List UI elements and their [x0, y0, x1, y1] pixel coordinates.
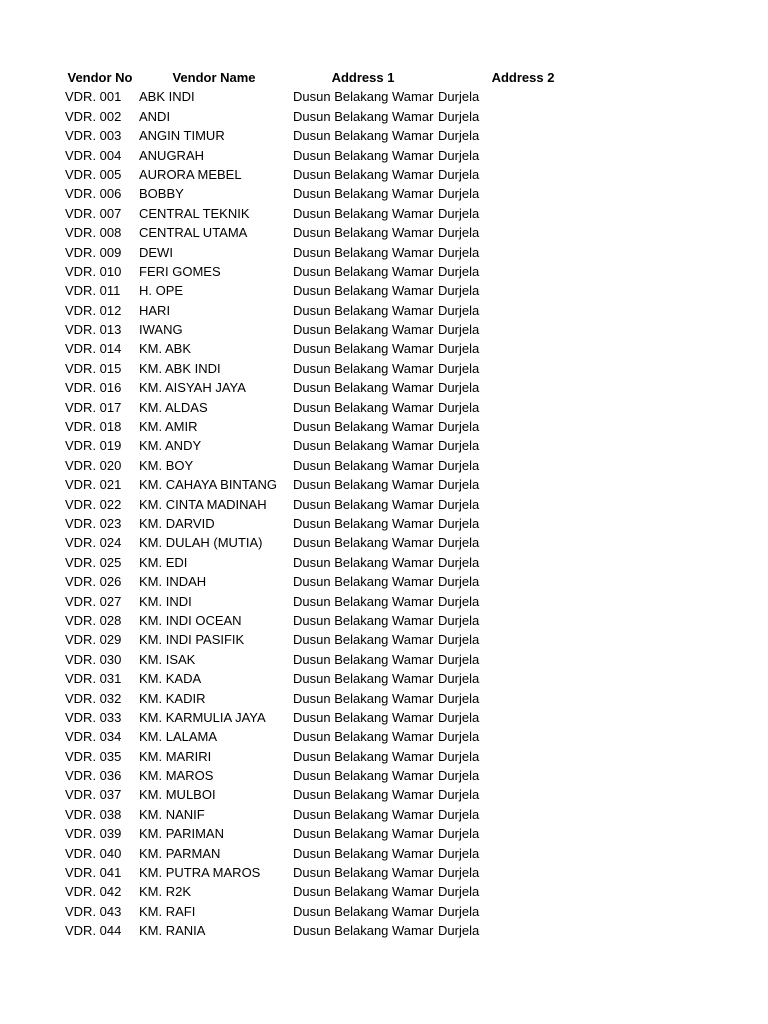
table-row: [0, 902, 768, 921]
vendor-name-cell: HARI: [139, 302, 171, 318]
vendor-name-cell: KM. INDI PASIFIK: [139, 632, 245, 648]
table-row: [0, 514, 768, 533]
address-2-cell: Durjela: [438, 671, 480, 687]
table-row: [0, 281, 768, 300]
address-1-cell: Dusun Belakang Wamar: [293, 496, 434, 512]
address-2-cell: Durjela: [438, 399, 480, 415]
vendor-name-cell: AURORA MEBEL: [139, 166, 242, 182]
vendor-name-cell: ANDI: [139, 108, 171, 124]
address-1-cell: Dusun Belakang Wamar: [293, 360, 434, 376]
vendor-name-cell: KM. DARVID: [139, 515, 215, 531]
address-1-cell: Dusun Belakang Wamar: [293, 632, 434, 648]
address-1-cell: Dusun Belakang Wamar: [293, 399, 434, 415]
vendor-name-cell: KM. PUTRA MAROS: [139, 865, 261, 881]
header-address-2: Address 2: [491, 70, 555, 85]
address-1-cell: Dusun Belakang Wamar: [293, 244, 434, 260]
address-1-cell: Dusun Belakang Wamar: [293, 225, 434, 241]
address-1-cell: Dusun Belakang Wamar: [293, 690, 434, 706]
vendor-name-cell: KM. ABK INDI: [139, 360, 221, 376]
address-1-cell: Dusun Belakang Wamar: [293, 612, 434, 628]
vendor-name-cell: KM. AMIR: [139, 419, 198, 435]
vendor-name-cell: CENTRAL TEKNIK: [139, 205, 250, 221]
table-row: [0, 339, 768, 358]
vendor-no-cell: VDR. 008: [65, 225, 122, 241]
address-2-cell: Durjela: [438, 690, 480, 706]
address-2-cell: Durjela: [438, 496, 480, 512]
table-row: [0, 359, 768, 378]
address-1-cell: Dusun Belakang Wamar: [293, 186, 434, 202]
vendor-no-cell: VDR. 015: [65, 360, 122, 376]
address-1-cell: Dusun Belakang Wamar: [293, 263, 434, 279]
address-2-cell: Durjela: [438, 302, 480, 318]
address-1-cell: Dusun Belakang Wamar: [293, 554, 434, 570]
address-2-cell: Durjela: [438, 903, 480, 919]
address-1-cell: Dusun Belakang Wamar: [293, 322, 434, 338]
address-2-cell: Durjela: [438, 806, 480, 822]
table-row: [0, 204, 768, 223]
vendor-no-cell: VDR. 041: [65, 865, 122, 881]
vendor-no-cell: VDR. 033: [65, 709, 122, 725]
vendor-no-cell: VDR. 022: [65, 496, 122, 512]
address-1-cell: Dusun Belakang Wamar: [293, 515, 434, 531]
vendor-name-cell: KM. INDAH: [139, 574, 207, 590]
vendor-no-cell: VDR. 002: [65, 108, 122, 124]
address-2-cell: Durjela: [438, 205, 480, 221]
vendor-name-cell: KM. R2K: [139, 884, 192, 900]
table-row: [0, 882, 768, 901]
vendor-no-cell: VDR. 024: [65, 535, 122, 551]
address-2-cell: Durjela: [438, 554, 480, 570]
address-1-cell: Dusun Belakang Wamar: [293, 302, 434, 318]
vendor-no-cell: VDR. 009: [65, 244, 122, 260]
address-1-cell: Dusun Belakang Wamar: [293, 438, 434, 454]
vendor-name-cell: KM. RANIA: [139, 923, 206, 939]
vendor-name-cell: BOBBY: [139, 186, 184, 202]
address-1-cell: Dusun Belakang Wamar: [293, 341, 434, 357]
address-1-cell: Dusun Belakang Wamar: [293, 709, 434, 725]
vendor-no-cell: VDR. 023: [65, 515, 122, 531]
table-row: [0, 727, 768, 746]
address-1-cell: Dusun Belakang Wamar: [293, 419, 434, 435]
address-2-cell: Durjela: [438, 593, 480, 609]
table-row: [0, 417, 768, 436]
vendor-no-cell: VDR. 044: [65, 923, 122, 939]
table-body: [0, 87, 768, 940]
address-1-cell: Dusun Belakang Wamar: [293, 806, 434, 822]
vendor-name-cell: ANGIN TIMUR: [139, 128, 225, 144]
table-row: [0, 824, 768, 843]
vendor-no-cell: VDR. 012: [65, 302, 122, 318]
table-row: [0, 553, 768, 572]
table-row: [0, 592, 768, 611]
vendor-no-cell: VDR. 030: [65, 651, 122, 667]
header-address-1: Address 1: [331, 70, 395, 85]
vendor-name-cell: DEWI: [139, 244, 173, 260]
vendor-no-cell: VDR. 021: [65, 477, 122, 493]
address-1-cell: Dusun Belakang Wamar: [293, 884, 434, 900]
address-2-cell: Durjela: [438, 729, 480, 745]
address-1-cell: Dusun Belakang Wamar: [293, 748, 434, 764]
vendor-no-cell: VDR. 029: [65, 632, 122, 648]
table-row: [0, 87, 768, 106]
vendor-no-cell: VDR. 026: [65, 574, 122, 590]
vendor-no-cell: VDR. 011: [65, 283, 121, 299]
vendor-no-cell: VDR. 035: [65, 748, 122, 764]
vendor-no-cell: VDR. 039: [65, 826, 122, 842]
address-2-cell: Durjela: [438, 322, 480, 338]
vendor-no-cell: VDR. 001: [65, 89, 122, 105]
vendor-no-cell: VDR. 042: [65, 884, 122, 900]
table-row: [0, 844, 768, 863]
vendor-name-cell: ABK INDI: [139, 89, 195, 105]
address-2-cell: Durjela: [438, 865, 480, 881]
table-row: [0, 689, 768, 708]
vendor-no-cell: VDR. 019: [65, 438, 122, 454]
vendor-no-cell: VDR. 004: [65, 147, 122, 163]
vendor-name-cell: KM. ABK: [139, 341, 192, 357]
vendor-name-cell: KM. PARMAN: [139, 845, 221, 861]
address-2-cell: Durjela: [438, 89, 480, 105]
vendor-name-cell: KM. RAFI: [139, 903, 196, 919]
table-row: [0, 165, 768, 184]
address-2-cell: Durjela: [438, 535, 480, 551]
header-vendor-no: Vendor No: [67, 70, 133, 85]
table-row: [0, 475, 768, 494]
vendor-name-cell: KM. LALAMA: [139, 729, 218, 745]
vendor-name-cell: KM. ANDY: [139, 438, 202, 454]
vendor-name-cell: KM. CINTA MADINAH: [139, 496, 267, 512]
table-row: [0, 398, 768, 417]
address-2-cell: Durjela: [438, 651, 480, 667]
address-2-cell: Durjela: [438, 186, 480, 202]
address-2-cell: Durjela: [438, 147, 480, 163]
vendor-no-cell: VDR. 037: [65, 787, 122, 803]
vendor-name-cell: KM. DULAH (MUTIA): [139, 535, 263, 551]
vendor-name-cell: KM. INDI: [139, 593, 192, 609]
address-2-cell: Durjela: [438, 360, 480, 376]
vendor-no-cell: VDR. 017: [65, 399, 122, 415]
address-2-cell: Durjela: [438, 768, 480, 784]
table-row: [0, 533, 768, 552]
address-1-cell: Dusun Belakang Wamar: [293, 166, 434, 182]
table-row: [0, 107, 768, 126]
address-1-cell: Dusun Belakang Wamar: [293, 845, 434, 861]
address-2-cell: Durjela: [438, 419, 480, 435]
address-2-cell: Durjela: [438, 709, 480, 725]
vendor-name-cell: KM. KARMULIA JAYA: [139, 709, 266, 725]
vendor-name-cell: KM. MAROS: [139, 768, 214, 784]
vendor-no-cell: VDR. 043: [65, 903, 122, 919]
address-1-cell: Dusun Belakang Wamar: [293, 574, 434, 590]
address-1-cell: Dusun Belakang Wamar: [293, 477, 434, 493]
table-row: [0, 495, 768, 514]
address-2-cell: Durjela: [438, 845, 480, 861]
vendor-no-cell: VDR. 007: [65, 205, 122, 221]
address-1-cell: Dusun Belakang Wamar: [293, 923, 434, 939]
table-row: [0, 766, 768, 785]
vendor-name-cell: H. OPE: [139, 283, 184, 299]
address-1-cell: Dusun Belakang Wamar: [293, 147, 434, 163]
table-row: [0, 611, 768, 630]
address-1-cell: Dusun Belakang Wamar: [293, 651, 434, 667]
table-row: [0, 184, 768, 203]
vendor-no-cell: VDR. 003: [65, 128, 122, 144]
address-1-cell: Dusun Belakang Wamar: [293, 535, 434, 551]
table-row: [0, 378, 768, 397]
table-row: [0, 146, 768, 165]
address-2-cell: Durjela: [438, 477, 480, 493]
address-2-cell: Durjela: [438, 341, 480, 357]
table-row: [0, 572, 768, 591]
vendor-name-cell: FERI GOMES: [139, 263, 221, 279]
vendor-name-cell: KM. ALDAS: [139, 399, 208, 415]
table-row: [0, 708, 768, 727]
address-1-cell: Dusun Belakang Wamar: [293, 108, 434, 124]
address-2-cell: Durjela: [438, 923, 480, 939]
address-1-cell: Dusun Belakang Wamar: [293, 787, 434, 803]
vendor-no-cell: VDR. 025: [65, 554, 122, 570]
address-1-cell: Dusun Belakang Wamar: [293, 903, 434, 919]
table-row: [0, 863, 768, 882]
table-row: [0, 436, 768, 455]
address-2-cell: Durjela: [438, 457, 480, 473]
table-row: [0, 805, 768, 824]
vendor-no-cell: VDR. 013: [65, 322, 122, 338]
vendor-name-cell: KM. KADIR: [139, 690, 206, 706]
address-2-cell: Durjela: [438, 574, 480, 590]
header-vendor-name: Vendor Name: [172, 70, 256, 85]
table-row: [0, 921, 768, 940]
vendor-name-cell: KM. INDI OCEAN: [139, 612, 242, 628]
address-2-cell: Durjela: [438, 128, 480, 144]
vendor-name-cell: IWANG: [139, 322, 183, 338]
address-1-cell: Dusun Belakang Wamar: [293, 865, 434, 881]
address-1-cell: Dusun Belakang Wamar: [293, 283, 434, 299]
vendor-no-cell: VDR. 040: [65, 845, 122, 861]
address-2-cell: Durjela: [438, 380, 480, 396]
table-row: [0, 630, 768, 649]
address-2-cell: Durjela: [438, 632, 480, 648]
vendor-no-cell: VDR. 020: [65, 457, 122, 473]
table-row: [0, 301, 768, 320]
address-2-cell: Durjela: [438, 826, 480, 842]
vendor-table: [0, 68, 768, 941]
table-row: [0, 126, 768, 145]
address-1-cell: Dusun Belakang Wamar: [293, 826, 434, 842]
vendor-no-cell: VDR. 036: [65, 768, 122, 784]
vendor-name-cell: KM. CAHAYA BINTANG: [139, 477, 277, 493]
address-2-cell: Durjela: [438, 787, 480, 803]
vendor-no-cell: VDR. 031: [65, 671, 122, 687]
address-2-cell: Durjela: [438, 283, 480, 299]
table-row: [0, 747, 768, 766]
vendor-no-cell: VDR. 034: [65, 729, 122, 745]
vendor-no-cell: VDR. 016: [65, 380, 122, 396]
table-row: [0, 456, 768, 475]
address-2-cell: Durjela: [438, 438, 480, 454]
vendor-no-cell: VDR. 006: [65, 186, 122, 202]
vendor-no-cell: VDR. 010: [65, 263, 122, 279]
vendor-name-cell: KM. NANIF: [139, 806, 205, 822]
address-1-cell: Dusun Belakang Wamar: [293, 671, 434, 687]
address-1-cell: Dusun Belakang Wamar: [293, 128, 434, 144]
vendor-no-cell: VDR. 018: [65, 419, 122, 435]
vendor-name-cell: KM. MULBOI: [139, 787, 216, 803]
table-row: [0, 243, 768, 262]
address-2-cell: Durjela: [438, 225, 480, 241]
vendor-name-cell: ANUGRAH: [139, 147, 205, 163]
address-1-cell: Dusun Belakang Wamar: [293, 457, 434, 473]
table-row: [0, 320, 768, 339]
vendor-no-cell: VDR. 005: [65, 166, 122, 182]
address-2-cell: Durjela: [438, 884, 480, 900]
address-1-cell: Dusun Belakang Wamar: [293, 205, 434, 221]
vendor-name-cell: KM. KADA: [139, 671, 202, 687]
table-header-row: [0, 68, 768, 87]
table-row: [0, 223, 768, 242]
address-2-cell: Durjela: [438, 748, 480, 764]
address-2-cell: Durjela: [438, 108, 480, 124]
address-2-cell: Durjela: [438, 166, 480, 182]
vendor-no-cell: VDR. 014: [65, 341, 122, 357]
vendor-name-cell: KM. BOY: [139, 457, 194, 473]
vendor-name-cell: KM. AISYAH JAYA: [139, 380, 246, 396]
vendor-no-cell: VDR. 027: [65, 593, 122, 609]
address-1-cell: Dusun Belakang Wamar: [293, 768, 434, 784]
address-1-cell: Dusun Belakang Wamar: [293, 729, 434, 745]
address-2-cell: Durjela: [438, 515, 480, 531]
vendor-name-cell: KM. PARIMAN: [139, 826, 224, 842]
vendor-no-cell: VDR. 028: [65, 612, 122, 628]
table-row: [0, 669, 768, 688]
vendor-name-cell: KM. MARIRI: [139, 748, 212, 764]
vendor-name-cell: KM. EDI: [139, 554, 188, 570]
vendor-no-cell: VDR. 032: [65, 690, 122, 706]
table-row: [0, 262, 768, 281]
address-1-cell: Dusun Belakang Wamar: [293, 380, 434, 396]
address-2-cell: Durjela: [438, 263, 480, 279]
vendor-name-cell: CENTRAL UTAMA: [139, 225, 248, 241]
address-1-cell: Dusun Belakang Wamar: [293, 593, 434, 609]
table-row: [0, 650, 768, 669]
vendor-no-cell: VDR. 038: [65, 806, 122, 822]
vendor-name-cell: KM. ISAK: [139, 651, 196, 667]
table-row: [0, 785, 768, 804]
address-2-cell: Durjela: [438, 244, 480, 260]
address-1-cell: Dusun Belakang Wamar: [293, 89, 434, 105]
address-2-cell: Durjela: [438, 612, 480, 628]
